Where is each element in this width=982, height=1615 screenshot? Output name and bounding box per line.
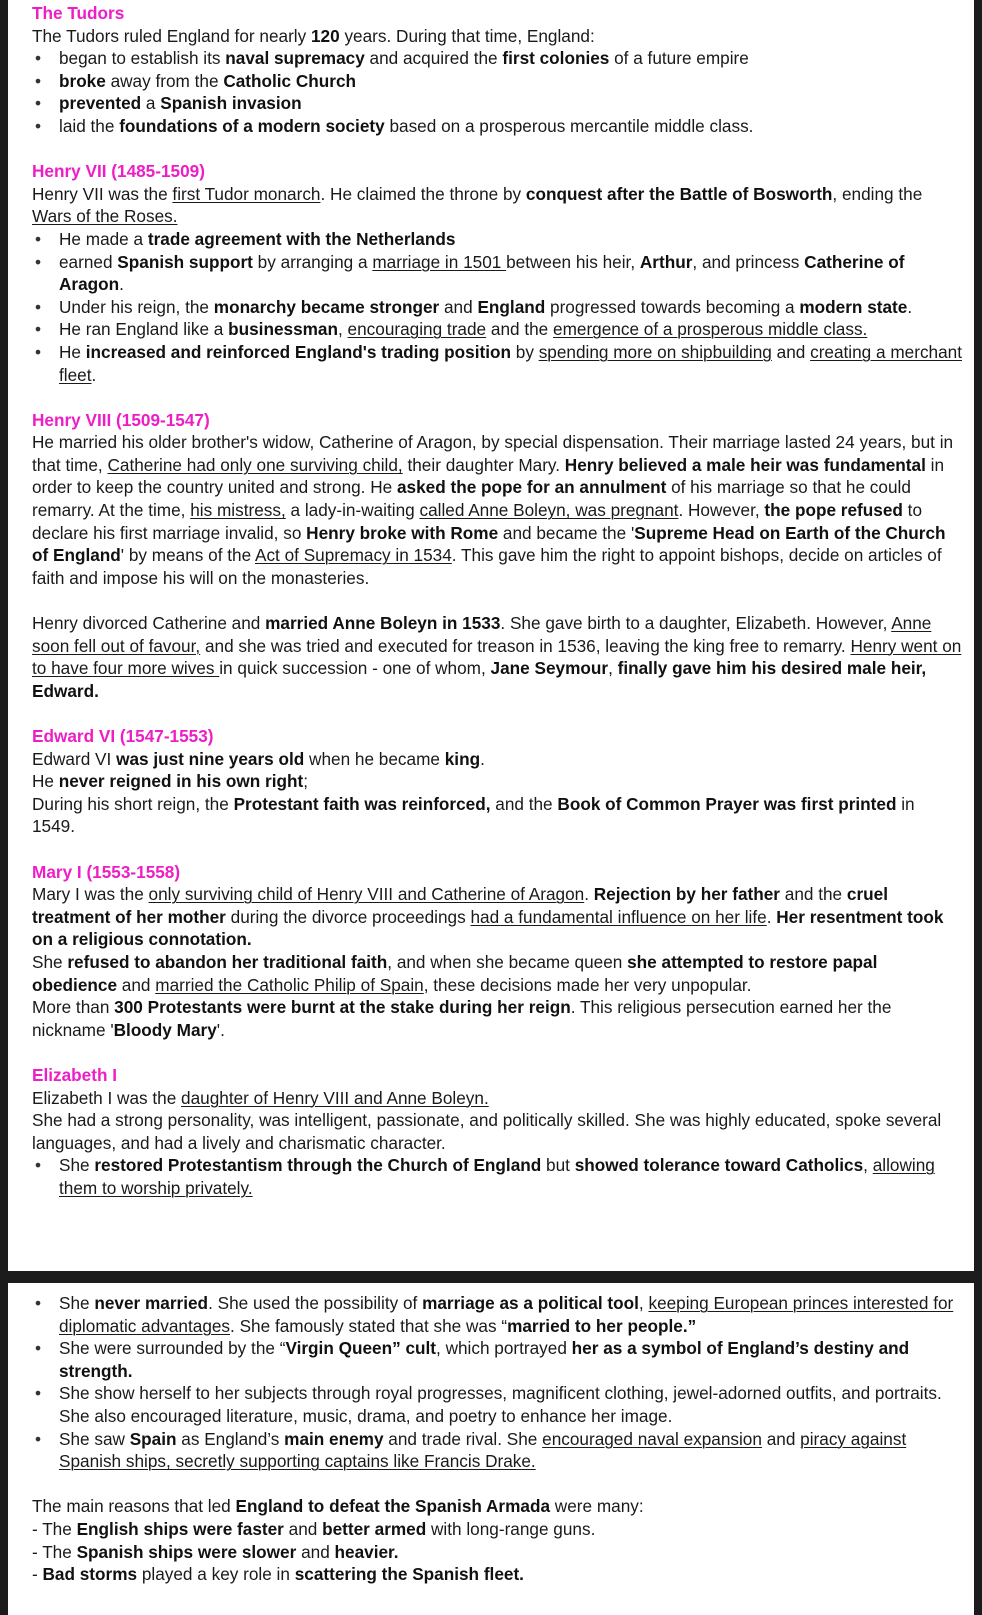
bullet-item	[32, 1292, 962, 1337]
bold-text: Virgin Queen” cult	[285, 1338, 437, 1359]
section-title: The Tudors	[32, 3, 125, 23]
notes-page-1	[8, 0, 974, 1271]
text: .	[91, 364, 97, 385]
bold-text: Spanish invasion	[160, 93, 302, 114]
bold-text: England	[477, 296, 546, 317]
bold-text: she attempted to restore papal obedience	[32, 951, 878, 995]
text: and	[296, 1541, 335, 1562]
text: in quick succession - one of whom,	[219, 658, 491, 679]
paragraph	[32, 25, 962, 48]
bold-text: Her resentment took on a religious connotation.	[32, 906, 944, 950]
text: She show herself to her subjects through royal progresses, magnificent clothing, jewel-adorned outfits, and portraits. She also encouraged literature, music, drama, and poetry to enhance her image.	[59, 1383, 942, 1426]
text: , which portrayed	[436, 1338, 572, 1359]
bold-text: English ships were faster	[76, 1518, 284, 1539]
underlined-text: Catherine had only one surviving child,	[107, 454, 403, 475]
text: their daughter Mary.	[402, 454, 565, 475]
bold-text: modern state	[799, 296, 908, 317]
text: Henry VII was the	[32, 183, 173, 204]
section-henry-vii	[32, 160, 962, 386]
text: ,	[608, 658, 618, 679]
text: laid the	[59, 115, 120, 136]
bullet-list	[32, 228, 962, 386]
bold-text: the pope refused	[764, 500, 903, 521]
underlined-text: piracy against Spanish ships, secretly supporting captains like Francis Drake.	[59, 1428, 907, 1472]
underlined-text: Wars of the Roses.	[32, 206, 178, 227]
bold-text: Catholic Church	[223, 70, 357, 91]
bold-text: increased and reinforced England's trading position	[85, 341, 511, 362]
text: and the	[780, 884, 847, 905]
text: and	[439, 296, 478, 317]
bold-text: showed tolerance toward Catholics	[574, 1155, 864, 1176]
text: More than	[32, 997, 115, 1018]
bullet-item	[32, 228, 962, 251]
text: The Tudors ruled England for nearly	[32, 25, 311, 46]
text: ,	[337, 319, 348, 340]
text: and acquired the	[364, 48, 503, 69]
bold-text: heavier.	[334, 1541, 399, 1562]
text: a lady-in-waiting	[285, 500, 420, 521]
text: - The	[32, 1518, 77, 1539]
bold-text: Henry broke with Rome	[306, 522, 499, 543]
text: ,	[638, 1293, 649, 1313]
bold-text: marriage as a political tool	[422, 1293, 639, 1313]
underlined-text: encouraging trade	[347, 319, 487, 340]
text: -	[32, 1564, 43, 1585]
section-title: Elizabeth I	[32, 1064, 117, 1085]
text: . However,	[678, 500, 765, 521]
text: . This gave him the right to appoint bishops, decide on articles of faith and impose his will on the monasteries.	[32, 545, 942, 588]
bold-text: Catherine of Aragon	[59, 251, 905, 295]
text: .	[119, 274, 124, 295]
text-line	[32, 1563, 962, 1586]
bold-text: refused to abandon her traditional faith	[67, 951, 388, 972]
bold-text: cruel treatment of her mother	[32, 884, 888, 927]
bold-text: prevented	[59, 93, 142, 114]
bullet-item	[32, 47, 962, 70]
underlined-text: Anne soon fell out of favour,	[32, 613, 932, 656]
text: played a key role in	[137, 1564, 295, 1585]
bold-text: married to her people.”	[507, 1315, 697, 1336]
paragraph-lines	[32, 748, 962, 838]
underlined-text: only surviving child of Henry VIII and Catherine of Aragon	[148, 884, 585, 905]
underlined-text: had a fundamental influence on her life	[470, 906, 767, 927]
text-line	[32, 1541, 962, 1564]
text: She were surrounded by the “	[59, 1338, 286, 1359]
bold-text: better armed	[322, 1518, 427, 1539]
notes-page-2	[8, 1283, 974, 1615]
bold-text: 120	[310, 25, 340, 46]
bold-text: Spain	[129, 1428, 177, 1449]
text-line	[32, 1087, 962, 1110]
text: between his heir,	[506, 251, 640, 272]
text: She	[32, 951, 68, 972]
bullet-list	[32, 47, 962, 137]
text: years. During that time, England:	[339, 25, 595, 46]
bold-text: Bad storms	[42, 1564, 138, 1585]
bullet-item	[32, 251, 962, 296]
text-line	[32, 996, 962, 1041]
bullet-item	[32, 1382, 962, 1427]
text: He ran England like a	[59, 319, 229, 340]
text: by arranging a	[252, 251, 373, 272]
underlined-text: encouraged naval expansion	[542, 1428, 762, 1449]
text: Under his reign, the	[59, 296, 214, 317]
text: and became the '	[498, 522, 635, 543]
text: . She famously stated that she was “	[230, 1315, 508, 1336]
underlined-text: daughter of Henry VIII and Anne Boleyn.	[181, 1087, 489, 1108]
bold-text: first colonies	[502, 48, 610, 69]
bold-text: her as a symbol of England’s destiny and strength.	[59, 1338, 910, 1381]
text: .	[584, 884, 594, 905]
section-title: Henry VII (1485-1509)	[32, 161, 205, 182]
bold-text: trade agreement with the Netherlands	[147, 228, 456, 249]
text-line	[32, 951, 962, 996]
text-line	[32, 1518, 962, 1541]
text: began to establish its	[59, 48, 226, 69]
bold-text: businessman	[228, 319, 338, 340]
text: '.	[216, 1019, 225, 1040]
bold-text: main enemy	[284, 1428, 384, 1449]
text: were many:	[550, 1496, 644, 1517]
section-title: Henry VIII (1509-1547)	[32, 409, 210, 430]
bullet-item	[32, 1428, 962, 1473]
bold-text: never reigned in his own right	[58, 771, 304, 792]
text: He made a	[59, 228, 148, 249]
text: .	[766, 906, 777, 927]
text: She saw	[59, 1428, 130, 1449]
text: Elizabeth I was the	[32, 1087, 182, 1108]
bullet-item	[32, 70, 962, 93]
text: during the divorce proceedings	[225, 906, 471, 927]
bold-text: Henry believed a male heir was fundamental	[564, 454, 926, 475]
bold-text: monarchy became stronger	[213, 296, 440, 317]
text-line	[32, 883, 962, 951]
text: based on a prosperous mercantile middle class.	[384, 115, 754, 136]
text: She	[59, 1293, 95, 1313]
bold-text: finally gave him his desired male heir, Edward.	[32, 658, 927, 701]
bullet-list	[32, 1292, 962, 1473]
bold-text: broke	[59, 70, 106, 91]
text: - The	[32, 1541, 77, 1562]
text: and trade rival. She	[383, 1428, 543, 1449]
paragraph	[32, 183, 962, 228]
bold-text: Arthur	[639, 251, 693, 272]
text: .	[480, 748, 485, 769]
section-tudors	[32, 2, 962, 138]
text: He married his older brother's widow, Catherine of Aragon, by special dispensation. Their marriage lasted 24 years, but in that time,	[32, 432, 954, 475]
text: Mary I was the	[32, 884, 149, 905]
text: Edward VI	[32, 748, 117, 769]
text: He	[32, 771, 59, 792]
bold-text: scattering the Spanish fleet.	[294, 1564, 524, 1585]
text: , and princess	[692, 251, 805, 272]
text: The main reasons that led	[32, 1496, 236, 1517]
bold-text: Protestant faith was reinforced,	[233, 793, 491, 814]
text: , and when she became queen	[387, 951, 628, 972]
underlined-text: first Tudor monarch	[172, 183, 321, 204]
section-edward-vi	[32, 725, 962, 838]
section-title: Edward VI (1547-1553)	[32, 726, 214, 746]
text: in 1549.	[32, 793, 915, 837]
bold-text: Jane Seymour	[490, 658, 609, 679]
underlined-text: Henry went on to have four more wives	[32, 635, 962, 679]
text: and she was tried and executed for treason in 1536, leaving the king free to remarry.	[200, 635, 851, 656]
underlined-text: married the Catholic Philip of Spain	[155, 974, 424, 995]
bullet-item	[32, 92, 962, 115]
bold-text: naval supremacy	[225, 48, 365, 69]
paragraph	[32, 431, 962, 589]
text: and	[283, 1518, 323, 1539]
text: , ending the	[832, 183, 923, 204]
section-henry-viii	[32, 409, 962, 703]
armada-reasons	[32, 1495, 962, 1585]
bold-text: Spanish ships were slower	[76, 1541, 297, 1562]
text: by	[511, 341, 539, 362]
underlined-text: marriage in 1501	[372, 251, 507, 272]
bold-text: foundations of a modern society	[119, 115, 385, 136]
text-line	[32, 748, 962, 771]
underlined-text: called Anne Boleyn, was pregnant	[419, 500, 679, 521]
bullet-item	[32, 1154, 962, 1199]
bold-text: Rejection by her father	[593, 884, 780, 905]
text: and	[117, 974, 156, 995]
bold-text: restored Protestantism through the Church of England	[94, 1155, 542, 1176]
text: ' by means of the	[120, 545, 255, 566]
text: She had a strong personality, was intelligent, passionate, and politically skilled. She was highly educated, spoke several languages, and had a lively and charismatic character.	[32, 1110, 942, 1153]
underlined-text: Act of Supremacy in 1534	[254, 545, 452, 566]
bold-text: Book of Common Prayer was first printed	[557, 793, 897, 814]
underlined-text: keeping European princes interested for diplomatic advantages	[59, 1293, 954, 1336]
section-mary-i	[32, 861, 962, 1042]
bold-text: king	[444, 748, 481, 769]
bold-text: Spanish support	[117, 251, 253, 272]
underlined-text: his mistress,	[190, 500, 286, 521]
text: of his marriage so that he could remarry. At the time,	[32, 477, 911, 521]
text: During his short reign, the	[32, 793, 234, 814]
bullet-item	[32, 115, 962, 138]
text-line	[32, 1109, 962, 1154]
bullet-list	[32, 1154, 962, 1199]
text: .	[907, 296, 913, 317]
paragraph-lines	[32, 883, 962, 1041]
paragraph-lines	[32, 1087, 962, 1155]
text: ;	[303, 771, 309, 792]
bullet-item	[32, 1337, 962, 1382]
underlined-text: spending more on shipbuilding	[538, 341, 772, 362]
bullet-item	[32, 296, 962, 319]
bold-text: conquest after the Battle of Bosworth	[525, 183, 833, 204]
text-line	[32, 793, 962, 838]
text: away from the	[105, 70, 224, 91]
underlined-text: creating a merchant fleet	[59, 341, 962, 385]
text: He	[59, 341, 86, 362]
text: ,	[863, 1155, 873, 1176]
bullet-item	[32, 318, 962, 341]
text: progressed towards becoming a	[545, 296, 800, 317]
bold-text: Bloody Mary	[113, 1019, 217, 1040]
text: . This religious persecution earned her the nickname '	[32, 997, 892, 1040]
text: and	[771, 341, 811, 362]
text: to declare his first marriage invalid, so	[32, 500, 923, 543]
text: . She gave birth to a daughter, Elizabeth. However,	[500, 613, 892, 634]
bold-text: married Anne Boleyn in 1533	[265, 613, 501, 634]
text: with long-range guns.	[426, 1518, 596, 1539]
section-title: Mary I (1553-1558)	[32, 861, 181, 882]
underlined-text: emergence of a prosperous middle class.	[553, 319, 868, 340]
text: when he became	[304, 748, 445, 769]
bullet-item	[32, 341, 962, 386]
text: but	[541, 1155, 575, 1176]
text: . She used the possibility of	[208, 1293, 423, 1313]
text: . He claimed the throne by	[320, 183, 526, 204]
underlined-text: allowing them to worship privately.	[59, 1155, 935, 1198]
paragraph	[32, 612, 962, 702]
bold-text: asked the pope for an annulment	[396, 477, 667, 498]
text: Henry divorced Catherine and	[32, 613, 266, 634]
text-line	[32, 770, 962, 793]
text: a	[141, 93, 161, 114]
text: as England’s	[176, 1428, 285, 1449]
bold-text: England to defeat the Spanish Armada	[235, 1496, 551, 1517]
text: and	[761, 1428, 801, 1449]
text: She	[59, 1155, 95, 1176]
text: and the	[490, 793, 558, 814]
bold-text: was just nine years old	[116, 748, 305, 769]
text: , these decisions made her very unpopular.	[423, 974, 752, 995]
text: of a future empire	[609, 48, 749, 69]
section-elizabeth-i	[32, 1064, 962, 1200]
bold-text: 300 Protestants were burnt at the stake during her reign	[114, 997, 571, 1018]
text: earned	[59, 251, 118, 272]
text-line	[32, 1495, 962, 1518]
bold-text: Supreme Head on Earth of the Church of England	[32, 522, 946, 566]
bold-text: never married	[94, 1293, 209, 1313]
text: and the	[486, 319, 554, 340]
text: in order to keep the country united and strong. He	[32, 454, 945, 498]
